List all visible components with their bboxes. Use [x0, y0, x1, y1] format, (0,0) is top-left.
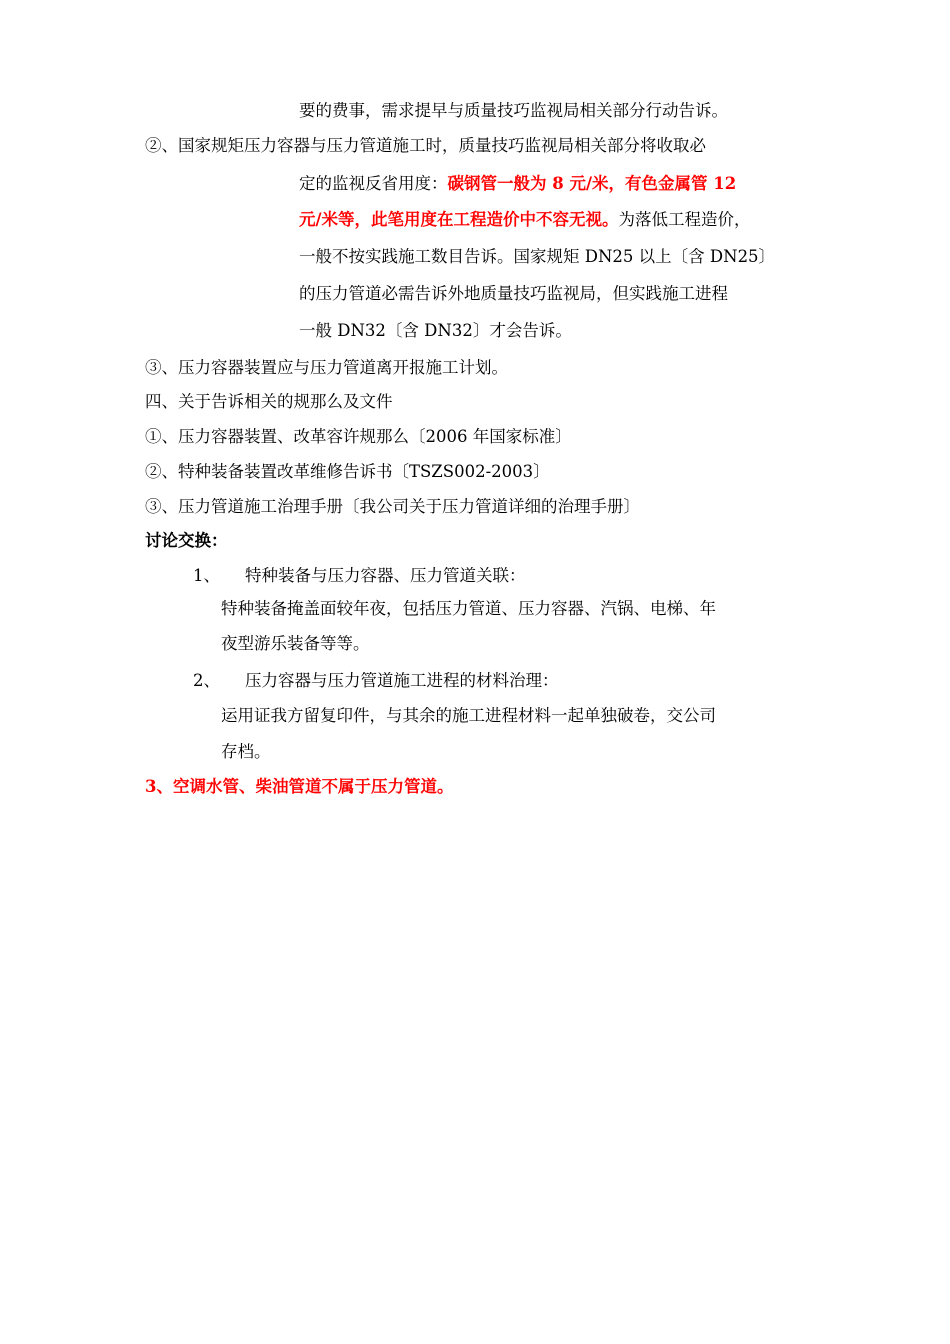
- section4-item-3: ③、压力管道施工治理手册〔我公司关于压力管道详细的治理手册〕: [145, 497, 640, 516]
- discussion-point3: 3、空调水管、柴油管道不属于压力管道。: [145, 777, 454, 796]
- item2-line5: 的压力管道必需告诉外地质量技巧监视局，但实践施工进程: [299, 284, 728, 303]
- discussion-point2-body-line2: 存档。: [221, 742, 271, 761]
- discussion-point1-body-line2: 夜型游乐装备等等。: [221, 634, 370, 653]
- item2-line2: [299, 172, 736, 196]
- discussion-point1-title: 特种装备与压力容器、压力管道关联：: [245, 566, 526, 585]
- item2-line3: [299, 208, 751, 232]
- item2-line2-highlight: 碳钢管一般为 8 元/米，有色金属管 12: [447, 174, 737, 193]
- item2-line3-suffix: 为落低工程造价，: [618, 210, 751, 229]
- discussion-point1-body-line1: 特种装备掩盖面较年夜，包括压力管道、压力容器、汽锅、电梯、年: [221, 599, 716, 618]
- section4-item-2: ②、特种装备装置改革维修告诉书〔TSZS002-2003〕: [145, 462, 550, 481]
- discussion-point1-number: 1、: [193, 566, 220, 585]
- discussion-heading: 讨论交换：: [145, 531, 228, 550]
- discussion-point2-body-line1: 运用证我方留复印件，与其余的施工进程材料一起单独破卷，交公司: [221, 706, 716, 725]
- discussion-point2-number: 2、: [193, 671, 220, 690]
- item2-line1: ②、国家规矩压力容器与压力管道施工时，质量技巧监视局相关部分将收取必: [145, 136, 706, 155]
- section4-item-1: ①、压力容器装置、改革容许规那么〔2006 年国家标准〕: [145, 427, 572, 446]
- item2-line6: 一般 DN32〔含 DN32〕才会告诉。: [299, 321, 572, 340]
- item3-line: ③、压力容器装置应与压力管道离开报施工计划。: [145, 358, 508, 377]
- item2-line2-prefix: 定的监视反省用度：: [299, 174, 448, 193]
- item2-line3-highlight: 元/米等，此笔用度在工程造价中不容无视。: [299, 210, 619, 229]
- discussion-point2-title: 压力容器与压力管道施工进程的材料治理：: [245, 671, 559, 690]
- item2-line4: 一般不按实践施工数目告诉。国家规矩 DN25 以上〔含 DN25〕: [299, 247, 776, 266]
- section4-heading: 四、关于告诉相关的规那么及文件: [145, 392, 393, 411]
- section3-continuation-line: 要的费事，需求提早与质量技巧监视局相关部分行动告诉。: [299, 101, 728, 120]
